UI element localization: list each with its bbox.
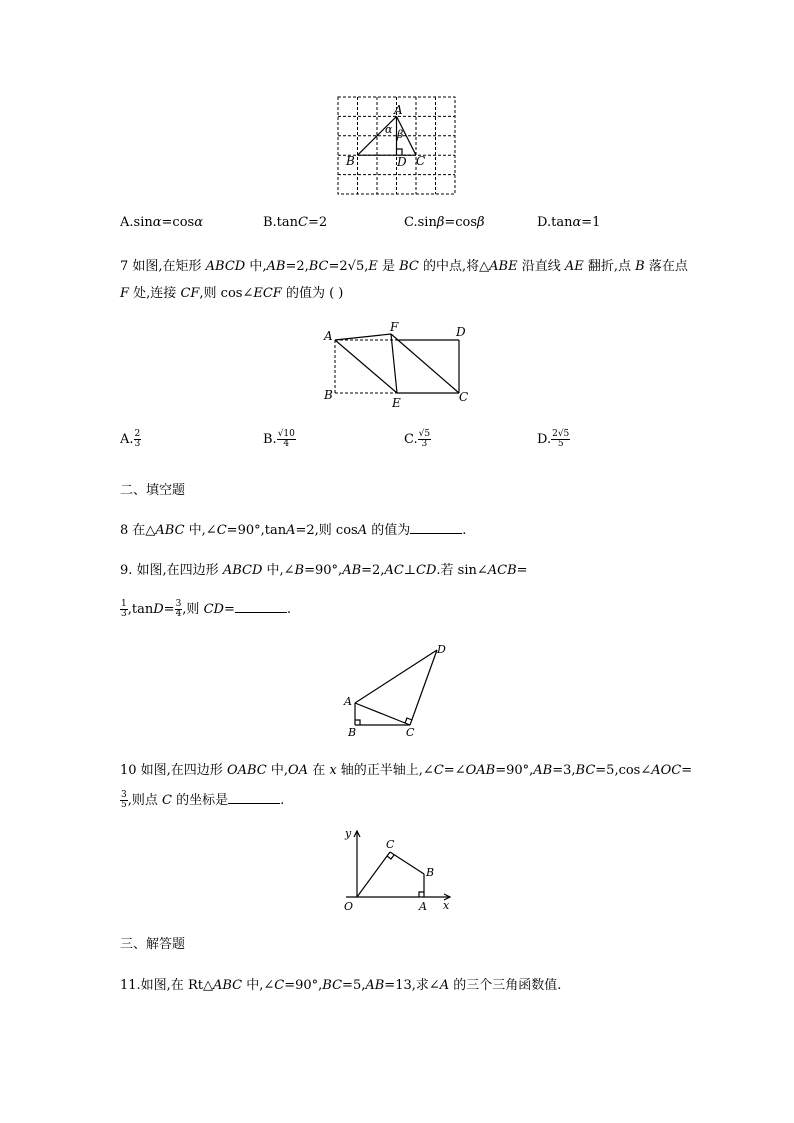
q7-option-a[interactable]: A. $\frac{2}{3}$	[120, 429, 141, 449]
q7-line1: 7 如图,在矩形 ABCD 中,AB=2,BC=2√5,E 是 BC 的中点,将△ABE 沿直线 AE 翻折,点 B 落在点	[120, 259, 688, 274]
q9-line2: $\frac{1}{3}$ ,tanD= $\frac{3}{4}$ ,则 CD= .	[121, 599, 291, 619]
label-c: C	[459, 390, 469, 404]
label-beta: β	[397, 128, 404, 141]
label-a: A	[419, 900, 427, 913]
label-o: O	[344, 900, 354, 913]
label-a: A	[324, 329, 333, 343]
label-b: B	[426, 866, 435, 879]
section-fill-in: 二、填空题	[120, 483, 186, 498]
q9-line1: 9. 如图,在四边形 ABCD 中,∠B=90°,AB=2,AC⊥CD.若 sin∠ACB=	[120, 563, 528, 578]
grid-triangle-figure	[330, 92, 460, 198]
label-a: A	[394, 103, 403, 117]
label-c: C	[386, 838, 395, 851]
q6-option-d[interactable]: D.tanα=1	[537, 215, 601, 230]
q6-option-c[interactable]: C.sinβ=cosβ	[404, 215, 485, 230]
q7-line2: F 处,连接 CF,则 cos∠ECF 的值为 ( )	[120, 286, 344, 301]
q6-option-a[interactable]: A.sinα=cosα	[120, 215, 203, 230]
rectangle-fold-figure	[318, 318, 478, 412]
answer-blank[interactable]	[228, 792, 280, 804]
label-a: A	[344, 695, 352, 708]
label-d: D	[456, 325, 466, 339]
q10-line1: 10 如图,在四边形 OABC 中,OA 在 x 轴的正半轴上,∠C=∠OAB=90°,AB=3,BC=5,cos∠AOC=	[120, 763, 693, 778]
quadrilateral-figure	[338, 642, 458, 740]
label-y: y	[345, 827, 352, 840]
label-b: B	[346, 154, 355, 168]
q8-text: 8 在△ABC 中,∠C=90°,tanA=2,则 cosA 的值为 .	[120, 523, 467, 538]
label-e: E	[392, 396, 401, 410]
label-alpha: α	[385, 123, 393, 136]
answer-blank[interactable]	[235, 601, 287, 613]
label-x: x	[443, 899, 450, 912]
q10-line2: $\frac{3}{5}$ ,则点 C 的坐标是 .	[121, 790, 285, 810]
q11-text: 11.如图,在 Rt△ABC 中,∠C=90°,BC=5,AB=13,求∠A 的三个三角函数值.	[120, 978, 562, 993]
q7-option-d[interactable]: D. $\frac{2√5}{5}$	[537, 429, 570, 449]
label-d: D	[397, 155, 407, 169]
section-solve: 三、解答题	[120, 937, 186, 952]
label-c: C	[406, 726, 415, 739]
label-c: C	[416, 154, 426, 168]
label-d: D	[437, 643, 446, 656]
label-b: B	[324, 388, 333, 402]
q7-option-c[interactable]: C. $\frac{√5}{3}$	[404, 429, 431, 449]
q7-option-b[interactable]: B. $\frac{√10}{4}$	[263, 429, 295, 449]
coordinate-figure	[338, 826, 458, 914]
label-b: B	[348, 726, 357, 739]
q6-option-b[interactable]: B.tanC=2	[263, 215, 328, 230]
label-f: F	[390, 320, 399, 334]
answer-blank[interactable]	[410, 522, 462, 534]
